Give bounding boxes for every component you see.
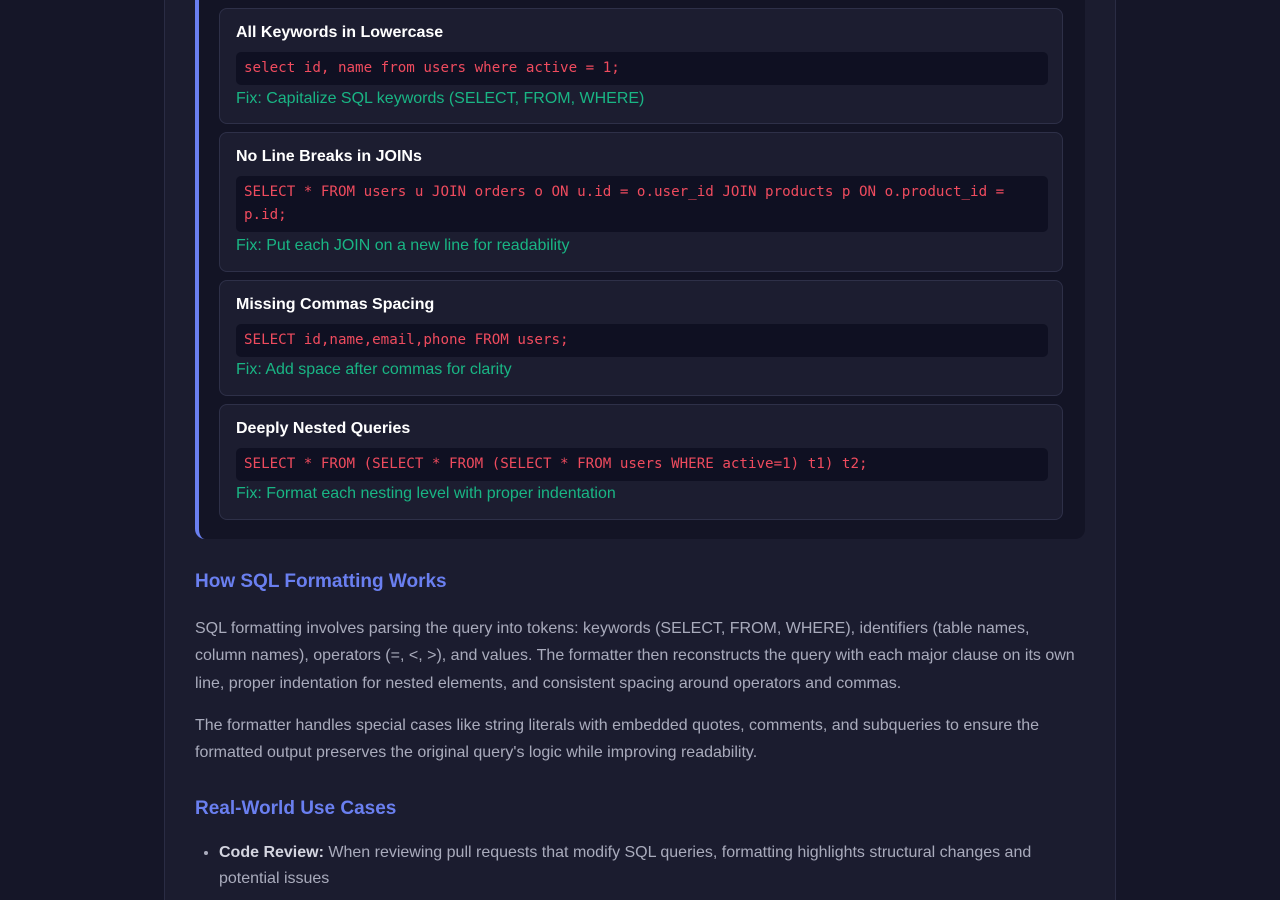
bad-code-example: SELECT id,name,email,phone FROM users; <box>236 324 1048 357</box>
mistake-card-comma-spacing <box>219 280 1063 396</box>
how-it-works-paragraph: The formatter handles special cases like string literals with embedded quotes, comments, and subqueries to ensure the formatted output preserves the original query's logic while improving readability. <box>195 717 1039 762</box>
mistake-card-nested-queries <box>219 404 1063 520</box>
article-page <box>164 0 1116 900</box>
bad-code-example: SELECT * FROM users u JOIN orders o ON u.id = o.user_id JOIN products p ON o.product_id = p.id; <box>236 176 1048 232</box>
mistake-card-lowercase-keywords <box>219 8 1063 124</box>
common-mistakes-panel <box>195 0 1085 539</box>
how-it-works-paragraph: SQL formatting involves parsing the query into tokens: keywords (SELECT, FROM, WHERE), identifiers (table names, column names), operators (=, <, >), and values. The formatter then reconstructs the query with each major clause on its own line, proper indentation for nested elements, and consistent spacing around operators and commas. <box>195 620 1075 692</box>
fix-suggestion: Fix: Format each nesting level with proper indentation <box>236 485 616 502</box>
use-case-term: Code Review: <box>219 844 324 861</box>
mistake-title: No Line Breaks in JOINs <box>236 148 422 165</box>
bad-code-example: select id, name from users where active = 1; <box>236 52 1048 85</box>
mistake-title: Deeply Nested Queries <box>236 420 411 437</box>
mistake-title: Missing Commas Spacing <box>236 296 435 313</box>
use-cases-list <box>195 840 1079 892</box>
bad-code-example: SELECT * FROM (SELECT * FROM (SELECT * FROM users WHERE active=1) t1) t2; <box>236 448 1048 481</box>
fix-suggestion: Fix: Capitalize SQL keywords (SELECT, FROM, WHERE) <box>236 90 645 107</box>
use-case-description: When reviewing pull requests that modify SQL queries, formatting highlights structural changes and potential issues <box>219 844 1032 887</box>
fix-suggestion: Fix: Add space after commas for clarity <box>236 361 512 378</box>
how-it-works-heading: How SQL Formatting Works <box>195 571 447 592</box>
mistake-card-join-line-breaks <box>219 132 1063 272</box>
list-item <box>219 840 1079 892</box>
mistake-title: All Keywords in Lowercase <box>236 24 444 41</box>
fix-suggestion: Fix: Put each JOIN on a new line for readability <box>236 237 570 254</box>
use-cases-heading: Real-World Use Cases <box>195 798 397 819</box>
